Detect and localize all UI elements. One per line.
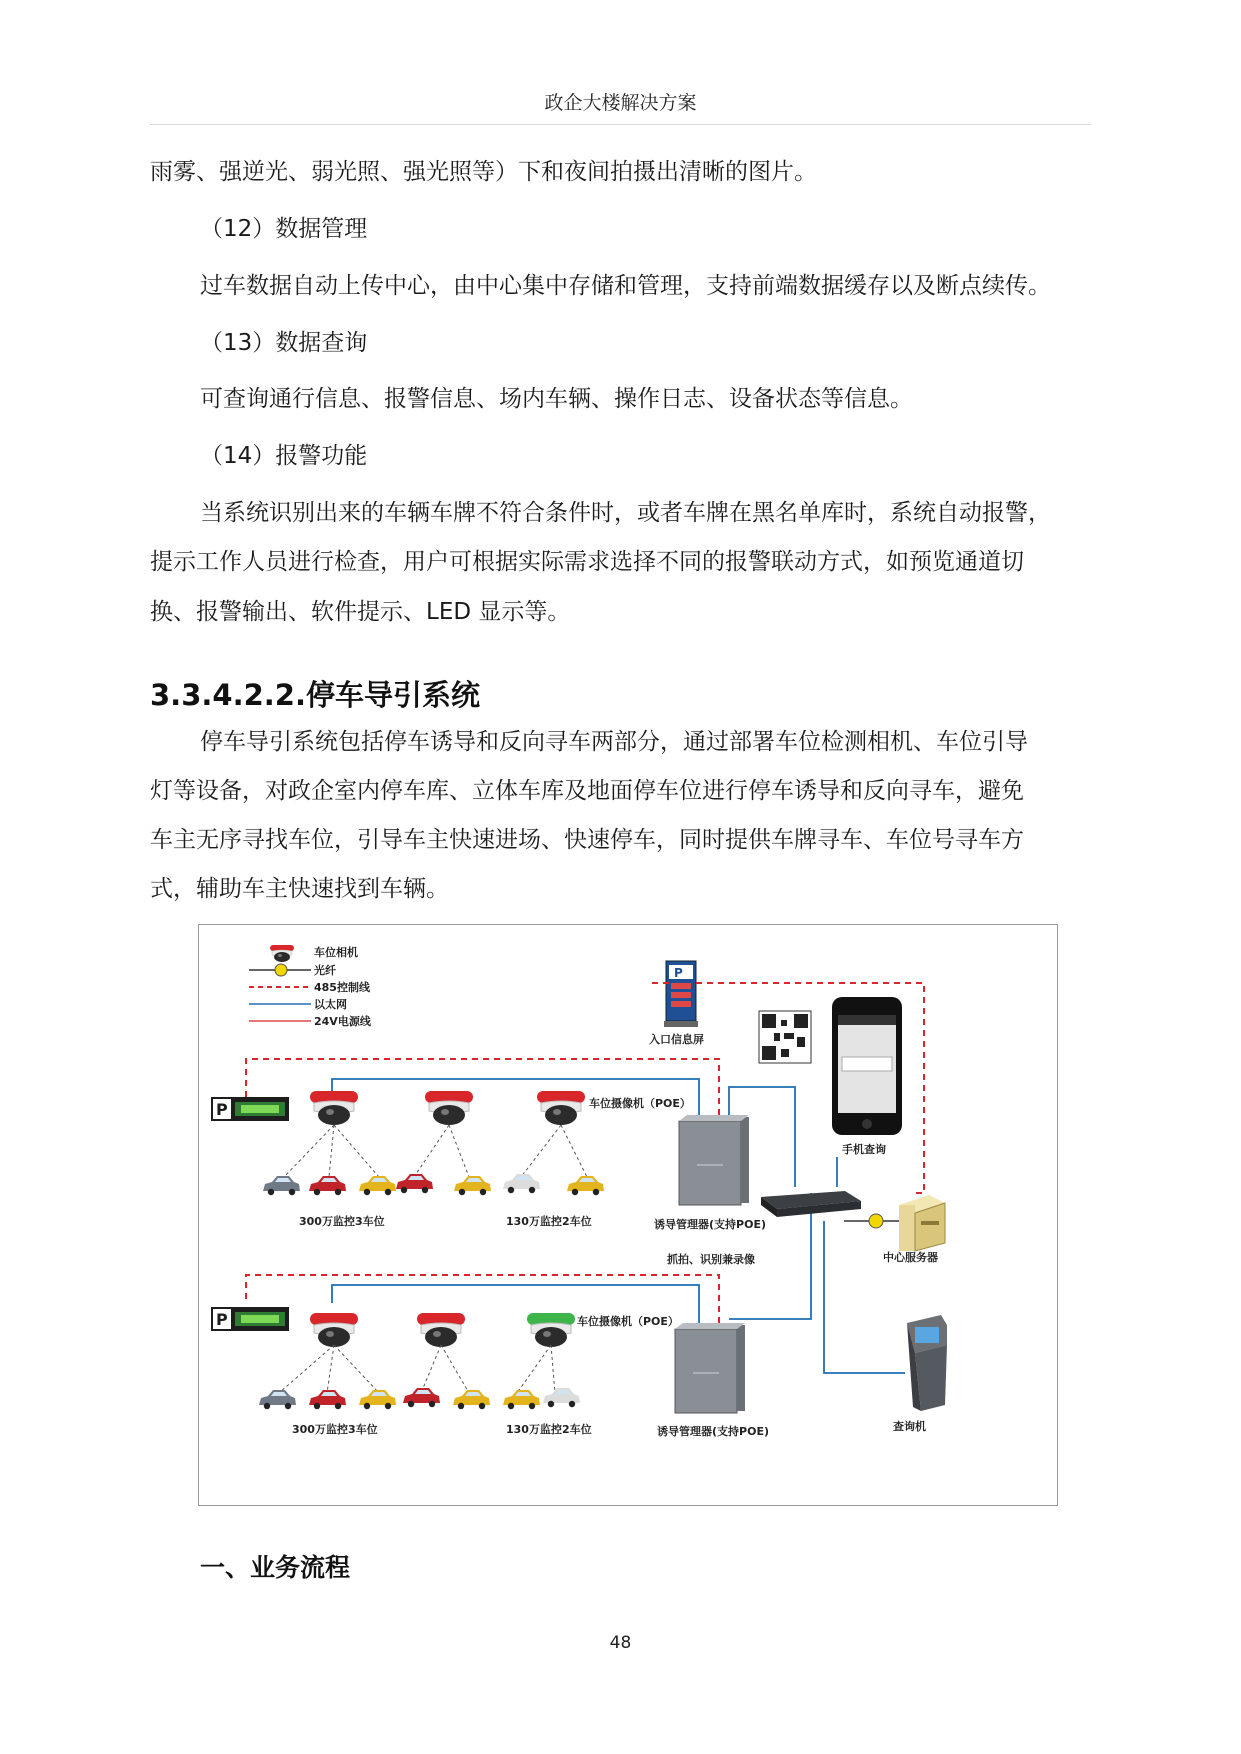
camera-poe-label-bottom: 车位摄像机（POE） bbox=[577, 1315, 679, 1328]
rs485-lines bbox=[246, 983, 924, 1323]
paragraph-line: 换、报警输出、软件提示、LED 显示等。 bbox=[150, 599, 571, 625]
spot-camera-icon bbox=[310, 1313, 358, 1347]
manager-label-bottom: 诱导管理器(支持POE) bbox=[657, 1425, 769, 1438]
item-heading-13: （13）数据查询 bbox=[200, 330, 368, 356]
car-icon bbox=[543, 1388, 580, 1407]
svg-text:P: P bbox=[674, 966, 683, 980]
mobile-phone-icon bbox=[832, 997, 902, 1156]
spots-300-label-top: 300万监控3车位 bbox=[299, 1215, 385, 1228]
spots-300-label-bottom: 300万监控3车位 bbox=[292, 1423, 378, 1436]
legend-fiber: 光纤 bbox=[314, 964, 336, 977]
legend-camera: 车位相机 bbox=[314, 946, 358, 959]
spots-130-label-bottom: 130万监控2车位 bbox=[506, 1423, 592, 1436]
camera-view-lines bbox=[284, 1125, 587, 1177]
car-icon bbox=[263, 1176, 300, 1195]
spot-camera-icon bbox=[537, 1091, 585, 1125]
camera-poe-label-top: 车位摄像机（POE） bbox=[589, 1097, 691, 1110]
guidance-sign-bottom bbox=[211, 1307, 289, 1331]
camera-view-lines bbox=[279, 1345, 555, 1393]
paragraph-line: 当系统识别出来的车辆车牌不符合条件时，或者车牌在黑名单库时，系统自动报警， bbox=[200, 500, 1051, 526]
entry-info-screen bbox=[649, 961, 704, 1046]
network-switch-icon bbox=[761, 1191, 861, 1217]
car-icon bbox=[259, 1390, 296, 1409]
legend-ethernet: 以太网 bbox=[314, 998, 347, 1011]
car-icon bbox=[309, 1390, 346, 1409]
car-icon bbox=[567, 1176, 604, 1195]
spot-camera-icon bbox=[417, 1313, 465, 1347]
item-heading-14: （14）报警功能 bbox=[200, 443, 368, 469]
paragraph-line: 雨雾、强逆光、弱光照、强光照等）下和夜间拍摄出清晰的图片。 bbox=[150, 159, 817, 185]
spots-130-label-top: 130万监控2车位 bbox=[506, 1215, 592, 1228]
car-icon bbox=[396, 1174, 433, 1193]
query-kiosk-icon bbox=[907, 1315, 947, 1411]
spot-camera-icon bbox=[310, 1091, 358, 1125]
paragraph-line: 过车数据自动上传中心，由中心集中存储和管理，支持前端数据缓存以及断点续传。 bbox=[200, 273, 1051, 299]
car-icon bbox=[454, 1176, 491, 1195]
car-icon bbox=[359, 1390, 396, 1409]
paragraph-line: 灯等设备，对政企室内停车库、立体车库及地面停车位进行停车诱导和反向寻车，避免 bbox=[150, 778, 1024, 804]
paragraph-line: 提示工作人员进行检查，用户可根据实际需求选择不同的报警联动方式，如预览通道切 bbox=[150, 549, 1024, 575]
fiber-icon bbox=[869, 1214, 883, 1228]
entry-screen-label: 入口信息屏 bbox=[649, 1033, 704, 1046]
car-icon bbox=[359, 1176, 396, 1195]
center-server-label: 中心服务器 bbox=[883, 1251, 938, 1264]
ethernet-lines bbox=[332, 1079, 905, 1373]
camera-legend-icon bbox=[270, 945, 294, 962]
spot-camera-icon bbox=[425, 1091, 473, 1125]
page-header-title: 政企大楼解决方案 bbox=[544, 92, 697, 114]
page-number: 48 bbox=[609, 1633, 632, 1653]
capture-text: 抓拍、识别兼录像 bbox=[667, 1253, 755, 1266]
paragraph-line: 停车导引系统包括停车诱导和反向寻车两部分，通过部署车位检测相机、车位引导 bbox=[200, 729, 1028, 755]
car-icon bbox=[403, 1388, 440, 1407]
center-server-icon bbox=[899, 1195, 945, 1251]
section-title: 3.3.4.2.2.停车导引系统 bbox=[150, 678, 480, 712]
legend bbox=[249, 945, 372, 1028]
header-divider bbox=[150, 124, 1091, 125]
legend-power: 24V电源线 bbox=[314, 1015, 371, 1028]
item-heading-12: （12）数据管理 bbox=[200, 216, 368, 242]
legend-485: 485控制线 bbox=[314, 981, 370, 994]
qr-code-icon bbox=[759, 1011, 811, 1063]
kiosk-label: 查询机 bbox=[893, 1420, 926, 1433]
guidance-manager-bottom bbox=[675, 1323, 745, 1413]
spot-camera-green-icon bbox=[527, 1313, 575, 1347]
paragraph-line: 式，辅助车主快速找到车辆。 bbox=[150, 876, 449, 902]
fiber-icon bbox=[275, 964, 287, 976]
car-icon bbox=[453, 1390, 490, 1409]
car-icon bbox=[309, 1176, 346, 1195]
guidance-manager-top bbox=[679, 1115, 749, 1205]
subheading: 一、业务流程 bbox=[200, 1553, 351, 1582]
car-icon bbox=[503, 1390, 540, 1409]
paragraph-line: 可查询通行信息、报警信息、场内车辆、操作日志、设备状态等信息。 bbox=[200, 386, 913, 412]
parking-guidance-diagram: P 车位相机 光纤 485控制线 以太网 24V电源线 P 入口信息屏 手机查询 车位摄像机（POE） 300万监控3车位 130万监控2车位 诱导管理器(支持POE) 抓拍、识别兼录像 中心服务器 车位摄像机（POE） 300万监控3车位 130万监控2车位 诱导管理器(支持POE) 查询机 bbox=[198, 924, 1058, 1506]
phone-query-label: 手机查询 bbox=[842, 1143, 886, 1156]
paragraph-line: 车主无序寻找车位，引导车主快速进场、快速停车，同时提供车牌寻车、车位号寻车方 bbox=[150, 827, 1024, 853]
car-icon bbox=[503, 1174, 540, 1193]
guidance-sign-top bbox=[211, 1097, 289, 1121]
manager-label-top: 诱导管理器(支持POE) bbox=[654, 1218, 766, 1231]
